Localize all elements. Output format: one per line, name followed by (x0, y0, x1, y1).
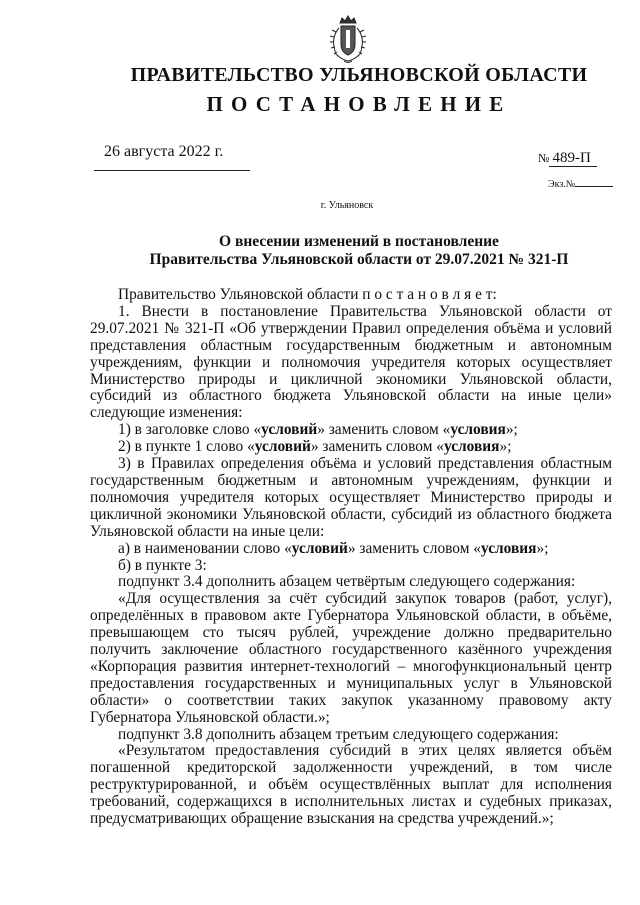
body-intro: Правительство Ульяновской области п о с т а н о в л я е т: (118, 286, 497, 303)
government-title: ПРАВИТЕЛЬСТВО УЛЬЯНОВСКОЙ ОБЛАСТИ (130, 64, 588, 86)
decree-body (90, 287, 612, 828)
subparagraph-3-4: подпункт 3.4 дополнить абзацем четвёртым следующего содержания: (118, 573, 576, 591)
subitem-b: б) в пункте 3: (118, 556, 207, 574)
quote-paragraph-2: «Результатом предоставления субсидий в этих целях является объём погашенной кредиторской задолженности учреждений, в том числе реструктурированной, и объём осуществлённых выплат для исполнения требований, содержащихся в исполнительных листах и судебных приказах, предусматривающих обращение взыскания на средства учреждений.»; (90, 742, 612, 828)
subitem-2: 2) в пункте 1 слово «условий» заменить словом «условия»; (118, 438, 512, 456)
subject-line-1: О внесении изменений в постановление (219, 233, 499, 250)
decree-number (538, 150, 597, 167)
city-name: г. Ульяновск (320, 200, 374, 211)
number-value: 489-П (549, 150, 596, 167)
copy-number (548, 177, 613, 190)
date-underline (94, 170, 250, 171)
quote-paragraph-1: «Для осуществления за счёт субсидий закупок товаров (работ, услуг), определённых в правовом акте Губернатора Ульяновской области, в объёме, превышающем сто тысяч рублей, учреждение должно предварительно получить заключение областного государственного казённого учреждения «Корпорация развития интернет-технологий – многофункциональный центр предоставления государственных и муниципальных услуг в Ульяновской области» о соответствии таких закупок указанному правовому акту Губернатора Ульяновской области.»; (90, 590, 612, 726)
decree-subject (90, 233, 628, 269)
subparagraph-3-8: подпункт 3.8 дополнить абзацем третьим следующего содержания: (118, 725, 559, 743)
subject-line-2: Правительства Ульяновской области от 29.07.2021 № 321-П (149, 251, 569, 268)
subitem-1: 1) в заголовке слово «условий» заменить словом «условия»; (118, 421, 518, 439)
item-1: 1. Внести в постановление Правительства Ульяновской области от 29.07.2021 № 321-П «Об утверждении Правил определения объёма и условий представления областным государственным бюджетным и автономным учреждениям, функции и полномочия учредителя которых осуществляет Министерство природы и цикличной экономики Ульяновской области, субсидий из областного бюджета Ульяновской области на иные цели» следующие изменения: (90, 302, 612, 422)
copy-label: Экз.№ (548, 179, 576, 190)
coat-of-arms-emblem (322, 14, 374, 66)
decree-date: 26 августа 2022 г. (104, 143, 224, 160)
copy-number-line (575, 177, 613, 187)
subitem-3: 3) в Правилах определения объёма и условий представления областным государственным бюджетным и автономным учреждениям, функции и полномочия учредителя которых осуществляет Министерство природы и цикличной экономики Ульяновской области, субсидий из областного бюджета Ульяновской области на иные цели: (90, 455, 612, 540)
number-prefix: № (538, 151, 550, 165)
subitem-a: а) в наименовании слово «условий» заменить словом «условия»; (118, 539, 549, 557)
document-type-title: ПОСТАНОВЛЕНИЕ (206, 92, 512, 116)
